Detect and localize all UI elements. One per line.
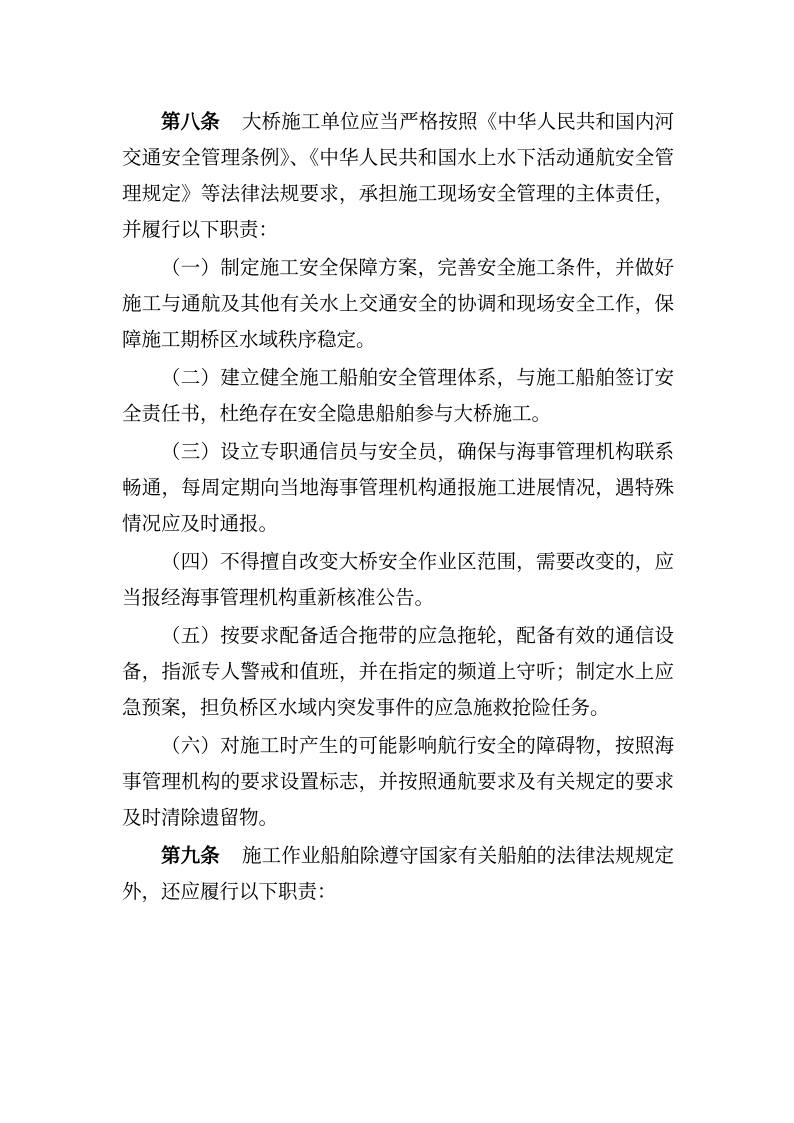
item-6-paragraph: （六）对施工时产生的可能影响航行安全的障碍物，按照海事管理机构的要求设置标志，并按照通航要求及有关规定的要求及时清除遗留物。 [122,734,674,829]
article-9-heading: 第九条 [161,844,220,867]
article-8-text: 大桥施工单位应当严格按照《中华人民共和国内河交通安全管理条例》、《中华人民共和国水上水下活动通航安全管理规定》等法律法规要求，承担施工现场安全管理的主体责任，并履行以下职责： [122,110,674,241]
article-8-paragraph [122,104,674,250]
item-4-paragraph: （四）不得擅自改变大桥安全作业区范围，需要改变的，应当报经海事管理机构重新核准公告。 [122,550,674,609]
article-9-text: 施工作业船舶除遵守国家有关船舶的法律法规规定外，还应履行以下职责： [122,844,674,903]
document-page [122,104,674,912]
item-2-paragraph: （二）建立健全施工船舶安全管理体系，与施工船舶签订安全责任书，杜绝存在安全隐患船舶参与大桥施工。 [122,366,674,425]
article-8-heading: 第八条 [161,110,220,133]
item-3-paragraph: （三）设立专职通信员与安全员，确保与海事管理机构联系畅通，每周定期向当地海事管理机构通报施工进展情况，遇特殊情况应及时通报。 [122,440,674,535]
article-9-paragraph [122,838,674,912]
item-5-paragraph: （五）按要求配备适合拖带的应急拖轮，配备有效的通信设备，指派专人警戒和值班，并在指定的频道上守听；制定水上应急预案，担负桥区水域内突发事件的应急施救抢险任务。 [122,624,674,719]
item-1-paragraph: （一）制定施工安全保障方案，完善安全施工条件，并做好施工与通航及其他有关水上交通安全的协调和现场安全工作，保障施工期桥区水域秩序稳定。 [122,256,674,351]
